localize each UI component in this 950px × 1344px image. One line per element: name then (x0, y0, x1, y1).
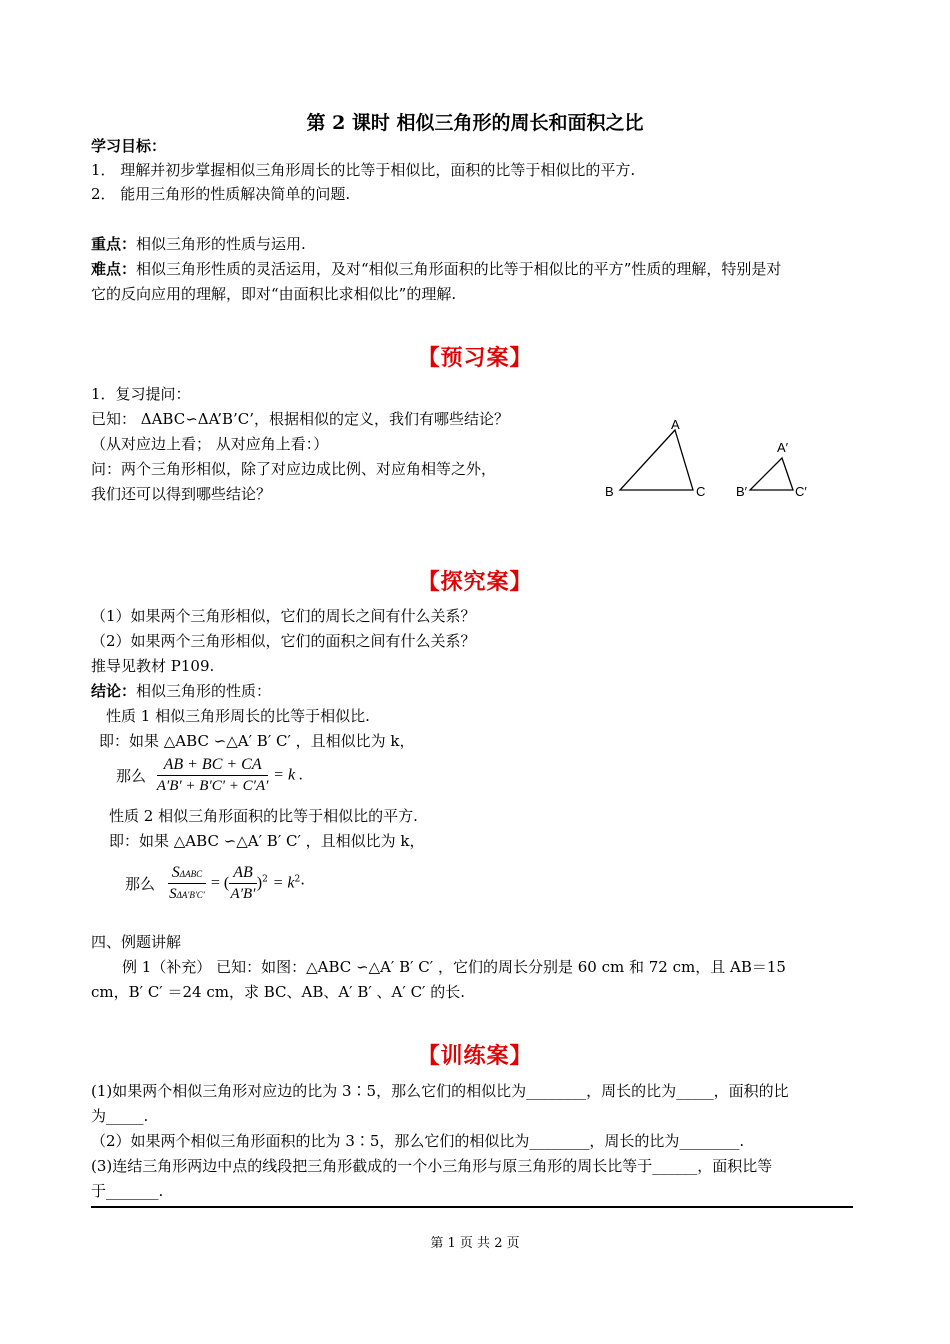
difficulty-label: 难点： (91, 260, 137, 278)
key-point-text: 相似三角形的性质与运用. (136, 235, 306, 253)
training-q2: （2）如果两个相似三角形面积的比为 3∶5，那么它们的相似比为________，周长的比为________. (91, 1132, 745, 1150)
difficulty-text-1: 相似三角形性质的灵活运用，及对“相似三角形面积的比等于相似比的平方”性质的理解，特别是对 (136, 260, 782, 278)
formula-1-rhs: = k . (273, 766, 304, 784)
label-b: B (605, 484, 614, 499)
formula-2-rhs: = k (272, 874, 295, 892)
label-c-prime: C′ (795, 484, 807, 499)
preview-line-1: 1．复习提问： (91, 385, 191, 403)
then-label-2: 那么 (125, 875, 156, 893)
formula-2-inner-numerator: AB (229, 864, 257, 884)
formula-2-inner-fraction (229, 864, 257, 903)
key-point (91, 234, 306, 254)
conclusion (91, 681, 271, 701)
property-1: 性质 1 相似三角形周长的比等于相似比. (106, 707, 370, 725)
training-q1-line-2: 为_____. (91, 1107, 149, 1125)
formula-1 (116, 756, 303, 795)
formula-2-denominator: SΔA′B′C′ (169, 886, 205, 902)
conclusion-label: 结论： (91, 682, 137, 700)
formula-2-dot: · (300, 874, 306, 893)
label-b-prime: B′ (736, 484, 748, 499)
example-heading: 四、例题讲解 (91, 933, 182, 951)
training-heading: 【训练案】 (417, 1043, 533, 1069)
preview-heading: 【预习案】 (417, 345, 533, 371)
training-q1-line-1: (1)如果两个相似三角形对应边的比为 3∶5，那么它们的相似比为________，周长的比为_____，面积的比 (91, 1082, 789, 1100)
formula-2-numerator: SΔABC (168, 864, 206, 884)
explore-ref: 推导见教材 P109. (91, 657, 215, 675)
formula-2-close: ) (256, 874, 263, 892)
formula-1-denominator: A′B′ + B′C′ + C′A′ (156, 778, 269, 794)
objective-item-2: 2． 能用三角形的性质解决简单的问题. (91, 185, 351, 203)
formula-1-fraction (157, 756, 269, 795)
preview-line-3: （从对应边上看； 从对应角上看：） (91, 435, 329, 453)
key-point-label: 重点： (91, 235, 137, 253)
explore-q2: （2）如果两个三角形相似，它们的面积之间有什么关系？ (91, 632, 476, 650)
formula-1-numerator: AB + BC + CA (157, 756, 269, 776)
then-label: 那么 (116, 767, 147, 785)
label-c: C (696, 484, 706, 499)
preview-line-2: 已知： ΔABC∽ΔA’B’C’，根据相似的定义，我们有哪些结论？ (91, 410, 510, 428)
example-1-line-1: 例 1（补充） 已知：如图：△ABC ∽△A′ B′ C′ ，它们的周长分别是 60 cm 和 72 cm，且 AB＝15 (122, 958, 786, 976)
explore-heading: 【探究案】 (417, 569, 533, 595)
property-1-condition: 即：如果 △ABC ∽△A′ B′ C′ ，且相似比为 k， (99, 732, 415, 750)
objective-item-1: 1． 理解并初步掌握相似三角形周长的比等于相似比，面积的比等于相似比的平方. (91, 161, 636, 179)
label-a: A (671, 417, 680, 432)
formula-2-inner-denominator: A′B′ (230, 886, 256, 902)
training-q3-line-2: 于_______. (91, 1182, 164, 1200)
triangle-abc (620, 430, 693, 490)
training-q3-line-1: (3)连结三角形两边中点的线段把三角形截成的一个小三角形与原三角形的周长比等于______，面积比等 (91, 1157, 773, 1175)
page-footer: 第 1 页 共 2 页 (430, 1236, 520, 1251)
page-title: 第 2 课时 相似三角形的周长和面积之比 (306, 112, 644, 134)
label-a-prime: A′ (777, 440, 789, 455)
formula-2-open: = ( (210, 874, 230, 892)
formula-2 (125, 864, 305, 903)
difficulty (91, 259, 781, 279)
example-1-line-2: cm，B′ C′ ＝24 cm，求 BC、AB、A′ B′ 、A′ C′ 的长. (91, 983, 465, 1001)
formula-2-square: 2 (262, 874, 268, 885)
formula-2-fraction (168, 864, 206, 903)
preview-line-5: 我们还可以得到哪些结论？ (91, 485, 272, 503)
explore-q1: （1）如果两个三角形相似，它们的周长之间有什么关系？ (91, 607, 476, 625)
conclusion-text: 相似三角形的性质： (136, 682, 272, 700)
property-2: 性质 2 相似三角形面积的比等于相似比的平方. (109, 807, 418, 825)
preview-line-4: 问：两个三角形相似，除了对应边成比例、对应角相等之外， (91, 460, 497, 478)
property-2-condition: 即：如果 △ABC ∽△A′ B′ C′ ，且相似比为 k， (109, 832, 425, 850)
objectives-heading: 学习目标： (91, 137, 167, 155)
triangle-abc-prime (750, 458, 793, 490)
difficulty-text-2: 它的反向应用的理解，即对“由面积比求相似比”的理解. (91, 285, 457, 303)
footer-rule (91, 1206, 853, 1208)
formula-2-rhs-square: 2 (294, 874, 301, 885)
triangles-figure (595, 414, 820, 504)
